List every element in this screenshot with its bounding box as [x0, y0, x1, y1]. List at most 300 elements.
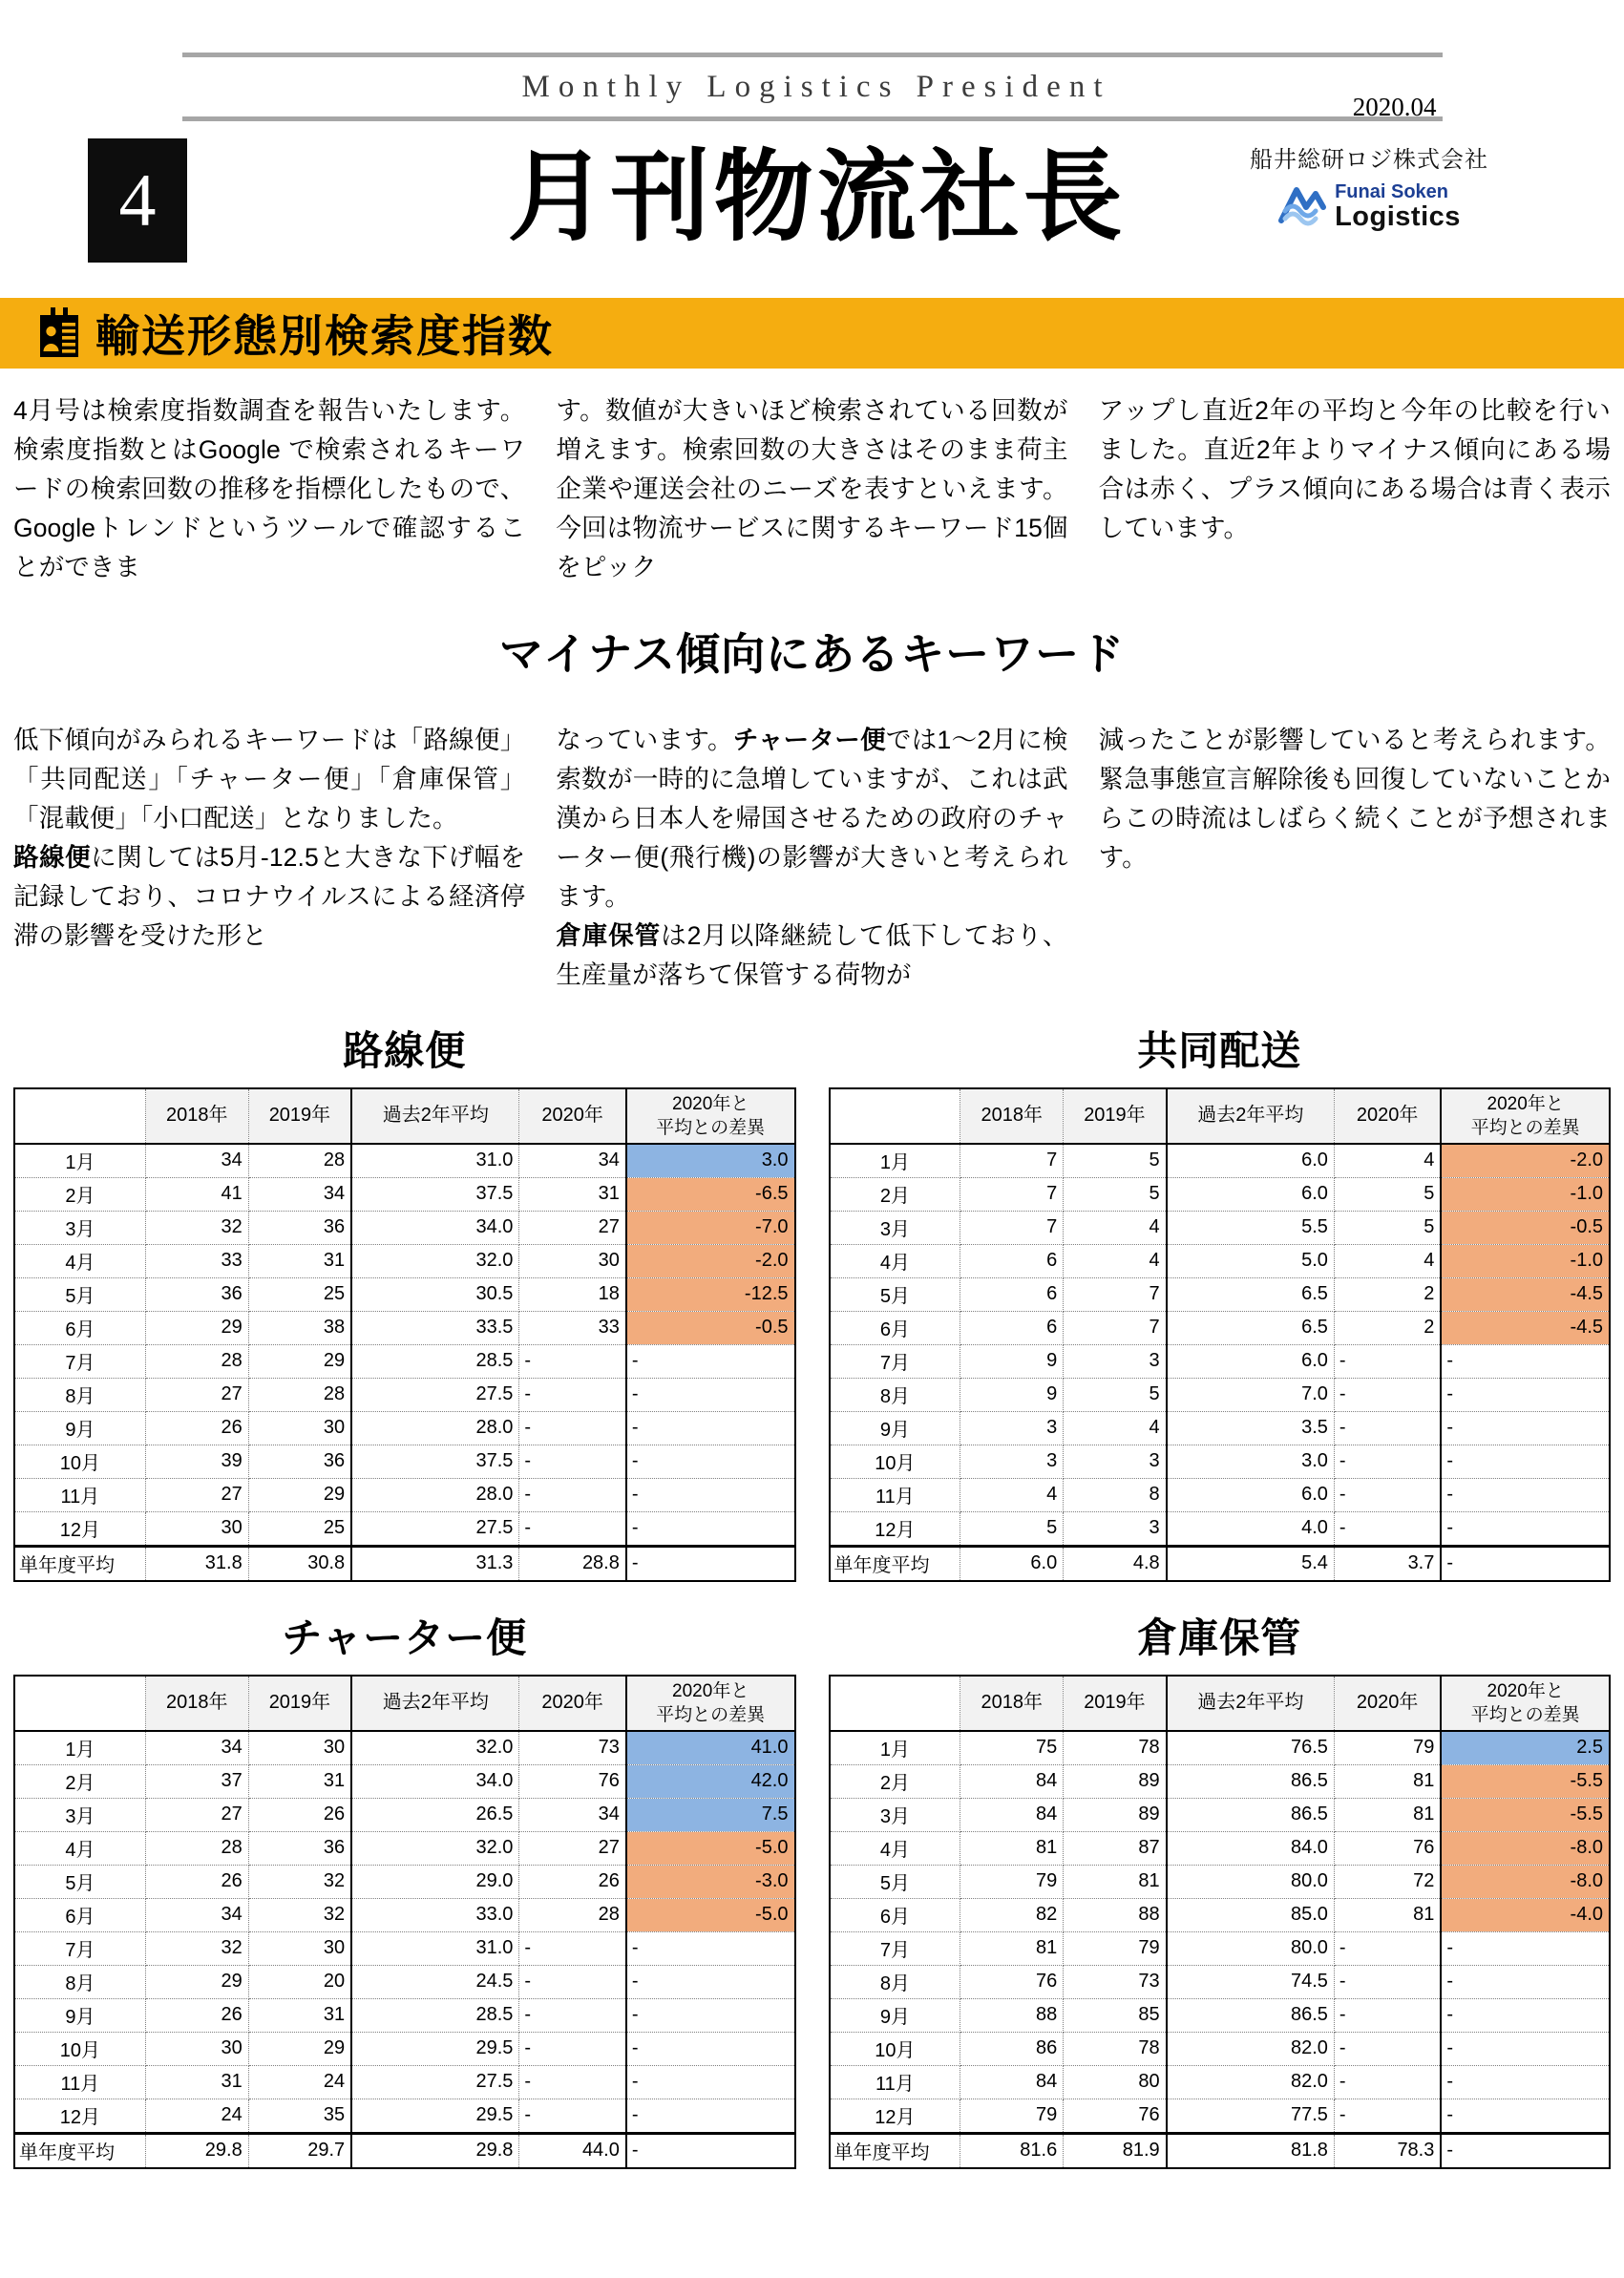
table-cell: 89	[1064, 1799, 1167, 1832]
table-average-row	[14, 2134, 795, 2169]
table-cell: 27.5	[351, 2066, 519, 2099]
table-cell: 28	[519, 1899, 626, 1932]
table-cell: -1.0	[1441, 1178, 1610, 1212]
diff-header-line1: 2020年と	[1487, 1680, 1564, 1701]
table-cell: 36	[145, 1278, 248, 1312]
average-cell: 29.7	[248, 2134, 351, 2169]
table-cell: 81	[1334, 1799, 1441, 1832]
row-month-label: 3月	[830, 1799, 960, 1832]
table-cell: -	[626, 1512, 795, 1547]
table-cell: 27.5	[351, 1379, 519, 1412]
row-month-label: 8月	[830, 1379, 960, 1412]
table-cell: 9	[960, 1379, 1064, 1412]
table-cell: 34	[145, 1144, 248, 1178]
column-header	[14, 1676, 145, 1731]
table-cell: 5	[1064, 1379, 1167, 1412]
table-cell: -8.0	[1441, 1832, 1610, 1866]
row-month-label: 11月	[830, 2066, 960, 2099]
average-cell: 4.8	[1064, 1547, 1167, 1582]
table-cell: 38	[248, 1312, 351, 1345]
table-cell: 24	[145, 2099, 248, 2134]
row-month-label: 7月	[830, 1932, 960, 1966]
table-cell: 84	[960, 1799, 1064, 1832]
table-block-kyodohaiso	[829, 1020, 1612, 1582]
table-caption-rosenbin: 路線便	[343, 1027, 467, 1074]
table-cell: 31	[248, 1765, 351, 1799]
body-text-2c: は2月以降継続して低下しており、生産量が落ちて保管する荷物が	[556, 921, 1068, 989]
table-container-charterbin	[13, 1675, 796, 2169]
row-month-label: 3月	[14, 1212, 145, 1245]
table-cell: -5.0	[626, 1899, 795, 1932]
table-cell: -	[1334, 1479, 1441, 1512]
table-cell: 41	[145, 1178, 248, 1212]
table-row	[830, 1345, 1611, 1379]
body-text-1b-rest: に関しては5月-12.5と大きな下げ幅を記録しており、コロナウイルスによる経済停滞の影響を受けた形と	[13, 843, 526, 950]
column-header: 2018年	[145, 1088, 248, 1144]
wave-mark-icon	[1277, 182, 1327, 231]
masthead-eyebrow-row	[182, 57, 1443, 121]
table-cell: 31	[248, 1245, 351, 1278]
table-row	[14, 1731, 795, 1765]
body-text-2c-wrap	[556, 917, 1067, 995]
table-cell: 79	[960, 2099, 1064, 2134]
table-cell: 31	[145, 2066, 248, 2099]
table-cell: 31	[248, 1999, 351, 2033]
column-header	[626, 1676, 795, 1731]
table-row	[14, 1245, 795, 1278]
table-cell: -	[1334, 1932, 1441, 1966]
intro-text-1: 4月号は検索度指数調査を報告いたします。検索度指数とはGoogle で検索されるキーワードの検索回数の推移を指標化したもので、Googleトレンドというツールで確認することができま	[13, 396, 526, 581]
table-cell: -1.0	[1441, 1245, 1610, 1278]
average-row-label: 単年度平均	[830, 2134, 960, 2169]
table-row	[830, 1512, 1611, 1547]
table-cell: 29	[248, 2033, 351, 2066]
table-row	[830, 2066, 1611, 2099]
table-cell: 29	[145, 1966, 248, 1999]
row-month-label: 8月	[830, 1966, 960, 1999]
table-cell: 5	[960, 1512, 1064, 1547]
table-cell: 37.5	[351, 1445, 519, 1479]
table-cell: 34.0	[351, 1212, 519, 1245]
body-columns	[0, 698, 1624, 995]
id-card-icon	[38, 307, 80, 359]
table-cell: 80.0	[1167, 1866, 1335, 1899]
table-cell: 7.5	[626, 1799, 795, 1832]
table-cell: -	[626, 1932, 795, 1966]
body-text-2	[556, 721, 1067, 917]
diff-header-line1: 2020年と	[672, 1680, 749, 1701]
average-row-label: 単年度平均	[14, 2134, 145, 2169]
table-row	[830, 1731, 1611, 1765]
diff-header-line2: 平均との差異	[1470, 1117, 1580, 1138]
table-container-soukohokan	[829, 1675, 1612, 2169]
table-cell: 32	[248, 1899, 351, 1932]
table-cell: -	[1334, 2099, 1441, 2134]
table-row	[830, 1899, 1611, 1932]
table-cell: 81	[1064, 1866, 1167, 1899]
body-text-1a: 低下傾向がみられるキーワードは「路線便」「共同配送」「チャーター便」「倉庫保管」「混載便」「小口配送」となりました。	[13, 726, 526, 833]
table-row	[14, 1212, 795, 1245]
table-row	[830, 1445, 1611, 1479]
body-text-3: 減ったことが影響していると考えられます。緊急事態宣言解除後も回復していないことからこの時流はしばらく続くことが予想されます。	[1098, 726, 1611, 872]
table-row	[830, 2099, 1611, 2134]
table-cell: -0.5	[1441, 1212, 1610, 1245]
row-month-label: 12月	[830, 1512, 960, 1547]
table-cell: -	[1334, 2033, 1441, 2066]
table-cell: 85	[1064, 1999, 1167, 2033]
table-cell: 85.0	[1167, 1899, 1335, 1932]
table-cell: 76	[960, 1966, 1064, 1999]
table-cell: 4	[1064, 1212, 1167, 1245]
row-month-label: 10月	[830, 1445, 960, 1479]
table-cell: 75	[960, 1731, 1064, 1765]
table-cell: -	[1441, 1445, 1610, 1479]
table-cell: 30	[145, 1512, 248, 1547]
table-row	[14, 1278, 795, 1312]
table-cell: -	[1441, 1512, 1610, 1547]
keyword-data-table	[13, 1087, 796, 1582]
column-header: 過去2年平均	[351, 1088, 519, 1144]
table-cell: 34	[519, 1144, 626, 1178]
table-row	[14, 2066, 795, 2099]
diff-header-line1: 2020年と	[672, 1093, 749, 1114]
row-month-label: 10月	[14, 1445, 145, 1479]
table-cell: 33	[519, 1312, 626, 1345]
table-row	[830, 1178, 1611, 1212]
table-cell: 6	[960, 1278, 1064, 1312]
table-cell: -	[626, 1966, 795, 1999]
table-cell: -	[626, 1479, 795, 1512]
table-cell: -	[626, 1999, 795, 2033]
table-cell: 28	[145, 1832, 248, 1866]
average-cell: 29.8	[145, 2134, 248, 2169]
table-cell: 20	[248, 1966, 351, 1999]
average-cell: -	[1441, 1547, 1610, 1582]
table-cell: 73	[519, 1731, 626, 1765]
table-row	[14, 2033, 795, 2066]
table-cell: -	[1334, 1999, 1441, 2033]
row-month-label: 9月	[14, 1412, 145, 1445]
table-cell: 29	[248, 1345, 351, 1379]
table-cell: -5.5	[1441, 1799, 1610, 1832]
table-cell: 37.5	[351, 1178, 519, 1212]
table-cell: -	[1334, 1445, 1441, 1479]
table-cell: 29	[145, 1312, 248, 1345]
table-cell: -5.5	[1441, 1765, 1610, 1799]
table-cell: 3	[960, 1412, 1064, 1445]
table-cell: 81	[1334, 1765, 1441, 1799]
table-cell: -4.5	[1441, 1312, 1610, 1345]
table-cell: 84.0	[1167, 1832, 1335, 1866]
table-cell: 79	[1334, 1731, 1441, 1765]
table-row	[14, 1866, 795, 1899]
table-row	[14, 1799, 795, 1832]
table-cell: 9	[960, 1345, 1064, 1379]
table-cell: -	[626, 1412, 795, 1445]
table-cell: 18	[519, 1278, 626, 1312]
table-cell: -	[1334, 1966, 1441, 1999]
row-month-label: 7月	[14, 1932, 145, 1966]
table-cell: 26	[145, 1866, 248, 1899]
masthead-title-row	[0, 138, 1624, 277]
table-cell: 35	[248, 2099, 351, 2134]
intro-text-3: アップし直近2年の平均と今年の比較を行いました。直近2年よりマイナス傾向にある場合は赤く、プラス傾向にある場合は青く表示しています。	[1098, 396, 1611, 542]
table-cell: 30	[248, 1412, 351, 1445]
table-cell: 26	[248, 1799, 351, 1832]
table-cell: -	[519, 1479, 626, 1512]
table-header-row	[14, 1088, 795, 1144]
table-cell: 82.0	[1167, 2033, 1335, 2066]
table-cell: 6	[960, 1312, 1064, 1345]
table-cell: 89	[1064, 1765, 1167, 1799]
table-cell: 31.0	[351, 1932, 519, 1966]
table-row	[14, 1144, 795, 1178]
body-text-2b: では1～2月に検索数が一時的に急増していますが、これは武漢から日本人を帰国させるための政府のチャーター便(飛行機)の影響が大きいと考えられます。	[556, 726, 1068, 911]
table-row	[14, 1765, 795, 1799]
keyword-data-table	[829, 1675, 1612, 2169]
table-row	[830, 1866, 1611, 1899]
table-row	[830, 1832, 1611, 1866]
table-cell: 4	[1334, 1245, 1441, 1278]
table-cell: -	[519, 1445, 626, 1479]
table-caption-soukohokan: 倉庫保管	[1137, 1614, 1302, 1661]
table-cell: 86.5	[1167, 1799, 1335, 1832]
table-cell: 84	[960, 1765, 1064, 1799]
table-cell: -	[1334, 1512, 1441, 1547]
keyword-charterbin: チャーター便	[732, 726, 886, 754]
table-cell: 4	[1334, 1144, 1441, 1178]
table-cell: -5.0	[626, 1832, 795, 1866]
table-row	[14, 1966, 795, 1999]
row-month-label: 9月	[830, 1412, 960, 1445]
column-header	[830, 1088, 960, 1144]
table-cell: 33.0	[351, 1899, 519, 1932]
table-cell: 25	[248, 1278, 351, 1312]
diff-header-line2: 平均との差異	[656, 1704, 766, 1725]
table-cell: -	[1334, 1412, 1441, 1445]
row-month-label: 1月	[830, 1731, 960, 1765]
table-cell: -	[1441, 1966, 1610, 1999]
row-month-label: 12月	[14, 1512, 145, 1547]
table-cell: 41.0	[626, 1731, 795, 1765]
table-cell: 30	[145, 2033, 248, 2066]
table-cell: 36	[248, 1445, 351, 1479]
body-column-2	[556, 721, 1067, 995]
table-row	[830, 1999, 1611, 2033]
table-cell: 88	[960, 1999, 1064, 2033]
column-header: 過去2年平均	[1167, 1088, 1335, 1144]
issue-number-badge: 4	[88, 138, 187, 263]
table-cell: 7	[960, 1212, 1064, 1245]
diff-header-line2: 平均との差異	[1470, 1704, 1580, 1725]
table-cell: 3	[960, 1445, 1064, 1479]
table-cell: -4.5	[1441, 1278, 1610, 1312]
row-month-label: 6月	[830, 1899, 960, 1932]
table-cell: -	[519, 1379, 626, 1412]
average-cell: 44.0	[519, 2134, 626, 2169]
table-cell: -7.0	[626, 1212, 795, 1245]
average-cell: 81.6	[960, 2134, 1064, 2169]
row-month-label: 10月	[14, 2033, 145, 2066]
body-text-1b	[13, 838, 525, 956]
table-row	[14, 1999, 795, 2033]
table-cell: -	[519, 2099, 626, 2134]
table-cell: 76	[519, 1765, 626, 1799]
average-cell: -	[626, 1547, 795, 1582]
intro-column-3	[1099, 391, 1611, 587]
table-row	[14, 1379, 795, 1412]
table-cell: 32.0	[351, 1832, 519, 1866]
table-cell: 6.0	[1167, 1178, 1335, 1212]
row-month-label: 2月	[14, 1765, 145, 1799]
average-cell: 28.8	[519, 1547, 626, 1582]
table-cell: -8.0	[1441, 1866, 1610, 1899]
table-cell: 7	[1064, 1278, 1167, 1312]
row-month-label: 3月	[14, 1799, 145, 1832]
table-cell: -	[1441, 1412, 1610, 1445]
table-cell: 27	[145, 1799, 248, 1832]
table-caption-kyodohaiso: 共同配送	[1137, 1027, 1302, 1074]
column-header	[1441, 1088, 1610, 1144]
table-cell: 5.5	[1167, 1212, 1335, 1245]
table-cell: 32.0	[351, 1731, 519, 1765]
intro-text-2: す。数値が大きいほど検索されている回数が増えます。検索回数の大きさはそのまま荷主企業や運送会社のニーズを表すといえます。今回は物流サービスに関するキーワード15個をピック	[556, 396, 1068, 581]
diff-header-line2: 平均との差異	[656, 1117, 766, 1138]
table-row	[830, 1144, 1611, 1178]
table-cell: 34	[145, 1731, 248, 1765]
table-cell: 87	[1064, 1832, 1167, 1866]
table-block-soukohokan	[829, 1607, 1612, 2169]
table-cell: 27	[145, 1479, 248, 1512]
table-cell: 30	[248, 1932, 351, 1966]
table-cell: 6.0	[1167, 1479, 1335, 1512]
table-cell: 76.5	[1167, 1731, 1335, 1765]
table-cell: 4	[1064, 1412, 1167, 1445]
row-month-label: 12月	[14, 2099, 145, 2134]
table-cell: 6.0	[1167, 1345, 1335, 1379]
row-month-label: 9月	[830, 1999, 960, 2033]
table-cell: -	[519, 1966, 626, 1999]
table-cell: -	[519, 1412, 626, 1445]
section-banner-title: 輸送形態別検索度指数	[95, 310, 554, 362]
table-cell: 72	[1334, 1866, 1441, 1899]
table-cell: -	[1334, 1345, 1441, 1379]
table-cell: 26	[145, 1999, 248, 2033]
table-header-row	[830, 1088, 1611, 1144]
average-cell: 6.0	[960, 1547, 1064, 1582]
column-header	[14, 1088, 145, 1144]
table-cell: -2.0	[626, 1245, 795, 1278]
table-cell: 7	[1064, 1312, 1167, 1345]
table-cell: 4	[960, 1479, 1064, 1512]
table-block-rosenbin	[13, 1020, 796, 1582]
table-cell: 30	[519, 1245, 626, 1278]
table-cell: 29.0	[351, 1866, 519, 1899]
table-cell: -3.0	[626, 1866, 795, 1899]
table-row	[14, 1932, 795, 1966]
section-banner	[0, 298, 1624, 369]
table-cell: 29.5	[351, 2099, 519, 2134]
row-month-label: 4月	[14, 1245, 145, 1278]
table-cell: 5	[1334, 1178, 1441, 1212]
column-header: 2019年	[248, 1676, 351, 1731]
table-cell: 4	[1064, 1245, 1167, 1278]
table-cell: 27	[519, 1212, 626, 1245]
brand-logo-line2: Logistics	[1335, 201, 1461, 232]
table-cell: 3.5	[1167, 1412, 1335, 1445]
table-row	[14, 1412, 795, 1445]
table-cell: 25	[248, 1512, 351, 1547]
publication-eyebrow: Monthly Logistics President	[521, 69, 1111, 104]
table-cell: -0.5	[626, 1312, 795, 1345]
table-cell: 27	[145, 1379, 248, 1412]
table-cell: 3.0	[626, 1144, 795, 1178]
table-header-row	[14, 1676, 795, 1731]
row-month-label: 1月	[830, 1144, 960, 1178]
table-cell: -	[1441, 1345, 1610, 1379]
row-month-label: 10月	[830, 2033, 960, 2066]
intro-column-2	[556, 391, 1067, 587]
issue-date: 2020.04	[1352, 93, 1437, 121]
row-month-label: 9月	[14, 1999, 145, 2033]
brand-logo-text	[1335, 182, 1461, 231]
table-row	[830, 1932, 1611, 1966]
page-title: 月刊物流社長	[507, 138, 1127, 255]
table-cell: 29	[248, 1479, 351, 1512]
body-text-2a: なっています。	[556, 726, 733, 754]
table-cell: 34.0	[351, 1765, 519, 1799]
table-cell: 32	[248, 1866, 351, 1899]
table-row	[14, 2099, 795, 2134]
table-cell: 34	[145, 1899, 248, 1932]
table-row	[830, 1412, 1611, 1445]
table-row	[14, 1479, 795, 1512]
table-cell: 5	[1334, 1212, 1441, 1245]
column-header	[1441, 1676, 1610, 1731]
average-cell: 5.4	[1167, 1547, 1335, 1582]
table-cell: -	[519, 1999, 626, 2033]
table-row	[14, 1178, 795, 1212]
table-cell: 28.0	[351, 1412, 519, 1445]
table-cell: 86.5	[1167, 1999, 1335, 2033]
table-cell: -	[626, 2099, 795, 2134]
table-cell: 30	[248, 1731, 351, 1765]
table-cell: 86.5	[1167, 1765, 1335, 1799]
table-cell: -4.0	[1441, 1899, 1610, 1932]
table-row	[14, 1512, 795, 1547]
publisher-name: 船井総研ロジ株式会社	[1250, 146, 1488, 173]
table-cell: 39	[145, 1445, 248, 1479]
table-cell: -	[626, 2066, 795, 2099]
keyword-soukohokan: 倉庫保管	[556, 921, 662, 950]
table-row	[830, 1278, 1611, 1312]
table-cell: -2.0	[1441, 1144, 1610, 1178]
table-cell: 26	[145, 1412, 248, 1445]
row-month-label: 7月	[830, 1345, 960, 1379]
table-row	[14, 1345, 795, 1379]
column-header	[626, 1088, 795, 1144]
table-cell: 4.0	[1167, 1512, 1335, 1547]
row-month-label: 4月	[14, 1832, 145, 1866]
table-row	[830, 1479, 1611, 1512]
tables-row-top	[13, 1020, 1611, 1582]
table-cell: 2	[1334, 1278, 1441, 1312]
average-cell: 31.3	[351, 1547, 519, 1582]
table-row	[830, 1312, 1611, 1345]
table-cell: 76	[1064, 2099, 1167, 2134]
average-cell: 81.9	[1064, 2134, 1167, 2169]
average-cell: -	[626, 2134, 795, 2169]
